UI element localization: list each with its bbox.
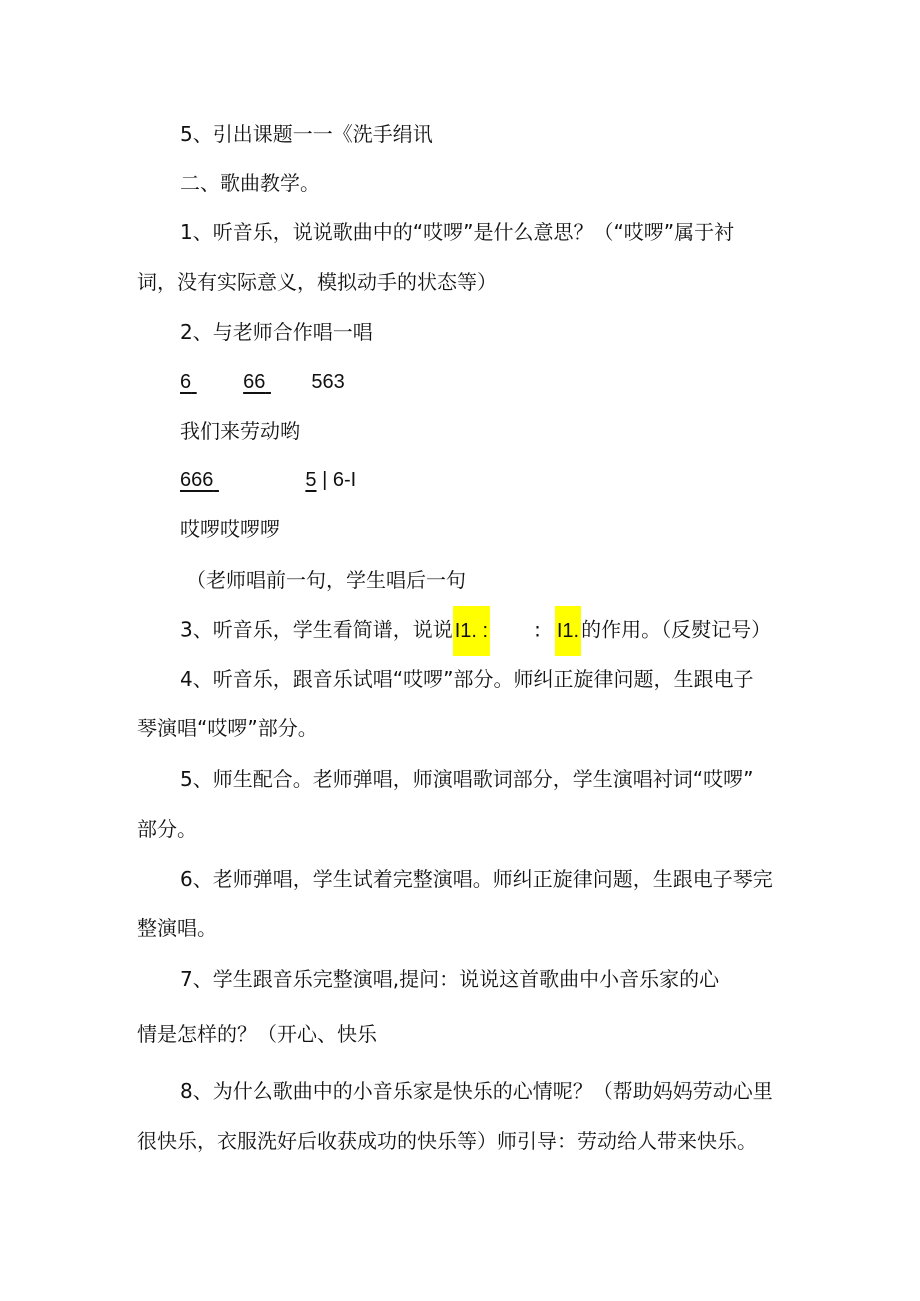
notation-line <box>180 466 356 494</box>
text-line: 8、为什么歌曲中的小音乐家是快乐的心情呢？（帮助妈妈劳动心里 <box>180 1079 773 1103</box>
notation-note: | 6-I <box>322 469 357 491</box>
notation-note: 5 <box>305 469 317 491</box>
text-segment: 3、听音乐，学生看简谱，说说 <box>180 617 453 642</box>
notation-note: 666 <box>180 469 214 491</box>
text-line: 6、老师弹唱，学生试着完整演唱。师纠正旋律问题，生跟电子琴完 <box>180 867 773 891</box>
notation-line <box>180 368 345 396</box>
section-heading: 二、歌曲教学。 <box>180 171 320 195</box>
text-line <box>180 606 771 656</box>
text-segment: : <box>534 617 541 642</box>
highlighted-repeat-sign: I1. <box>555 606 581 656</box>
text-line: 很快乐，衣服洗好后收获成功的快乐等）师引导：劳动给人带来快乐。 <box>137 1129 757 1153</box>
text-line: 琴演唱“哎啰”部分。 <box>137 716 318 740</box>
lyrics-line: 哎啰哎啰啰 <box>180 517 280 541</box>
text-line: 5、引出课题一一《洗手绢讯 <box>180 122 433 146</box>
highlighted-repeat-sign: I1. : <box>453 606 490 656</box>
text-line: 5、师生配合。老师弹唱，师演唱歌词部分，学生演唱衬词“哎啰” <box>180 767 754 791</box>
lyrics-line: 我们来劳动哟 <box>180 419 300 443</box>
text-line: 词，没有实际意义，模拟动手的状态等） <box>137 270 497 294</box>
notation-note: 563 <box>311 371 345 393</box>
text-line: 整演唱。 <box>137 916 217 940</box>
notation-note: 66 <box>243 371 266 393</box>
text-line: 7、学生跟音乐完整演唱,提问：说说这首歌曲中小音乐家的心 <box>180 967 720 991</box>
text-line: 2、与老师合作唱一唱 <box>180 320 373 344</box>
text-line: 部分。 <box>137 817 197 841</box>
text-line: 4、听音乐，跟音乐试唱“哎啰”部分。师纠正旋律问题，生跟电子 <box>180 667 754 691</box>
notation-note: 6 <box>180 371 192 393</box>
text-line: （老师唱前一句，学生唱后一句 <box>186 568 466 592</box>
text-line: 1、听音乐，说说歌曲中的“哎啰”是什么意思？（“哎啰”属于衬 <box>180 220 735 244</box>
text-segment: 的作用。（反熨记号） <box>581 617 772 642</box>
text-line: 情是怎样的？（开心、快乐 <box>137 1022 377 1046</box>
